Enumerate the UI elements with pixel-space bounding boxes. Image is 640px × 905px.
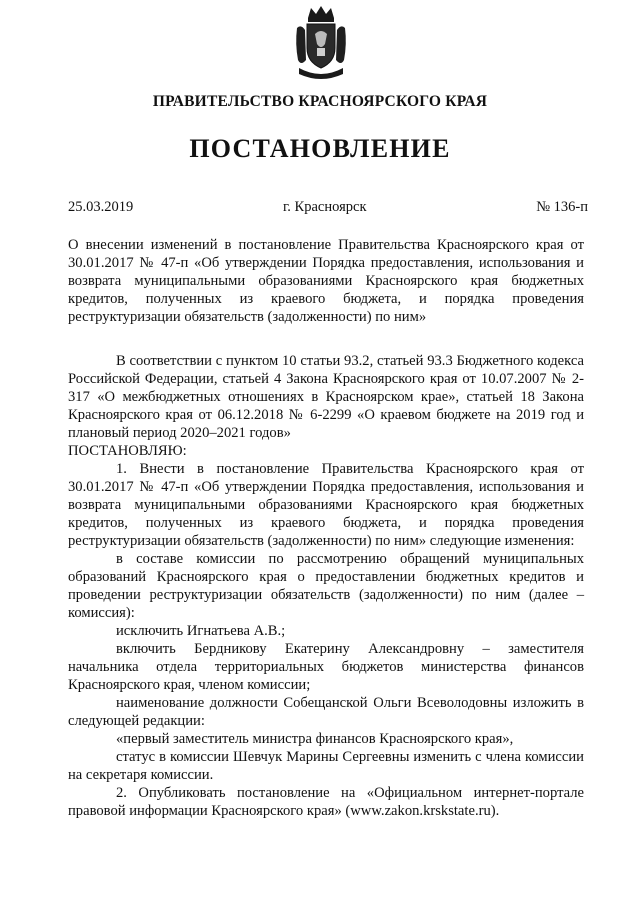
preamble-paragraph: В соответствии с пунктом 10 статьи 93.2, статьей 93.3 Бюджетного кодекса Российской Федерации, статьей 4 Закона Красноярского края от 10.07.2007 № 2-317 «О межбюджетных отношениях в Красноярском крае», статьей 18 Закона Красноярского края от 06.12.2018 № 6-2299 «О краевом бюджете на 2019 год и плановый период 2020–2021 годов» <box>68 353 584 441</box>
document-meta-row <box>68 199 588 219</box>
item-2-paragraph: 2. Опубликовать постановление на «Официальном интернет-портале правовой информации Красноярского края» (www.zakon.krskstate.ru). <box>68 785 584 819</box>
document-city: г. Красноярск <box>283 199 367 215</box>
include-paragraph: включить Бердникову Екатерину Александровну – заместителя начальника отдела территориальных бюджетов министерства финансов Красноярского края, членом комиссии; <box>68 641 584 693</box>
status-paragraph: статус в комиссии Шевчук Марины Сергеевны изменить с члена комиссии на секретаря комиссии. <box>68 749 584 783</box>
document-number: № 136-п <box>536 199 588 215</box>
document-body <box>68 352 584 820</box>
exclude-paragraph: исключить Игнатьева А.В.; <box>116 623 286 639</box>
krasnoyarsk-coat-of-arms-icon <box>293 4 349 82</box>
document-type-title: ПОСТАНОВЛЕНИЕ <box>189 134 451 163</box>
rename-paragraph: наименование должности Собещанской Ольги Всеволодовны изложить в следующей редакции: <box>68 695 584 729</box>
item-1-paragraph: 1. Внести в постановление Правительства Красноярского края от 30.01.2017 № 47-п «Об утверждении Порядка предоставления, использования и возврата муниципальными образованиями Красноярского края бюджетных кредитов, полученных из краевого бюджета, и порядка проведения реструктуризации обязательств (задолженности) по ним» следующие изменения: <box>68 461 584 549</box>
commission-paragraph: в составе комиссии по рассмотрению обращений муниципальных образований Красноярского края о предоставлении бюджетных кредитов и проведении реструктуризации обязательств (задолженности) по ним (далее – комиссия): <box>68 551 584 621</box>
new-title-paragraph: «первый заместитель министра финансов Красноярского края», <box>116 731 514 747</box>
document-date: 25.03.2019 <box>68 199 134 215</box>
resolve-word: ПОСТАНОВЛЯЮ: <box>68 443 187 459</box>
document-subject: О внесении изменений в постановление Правительства Красноярского края от 30.01.2017 № 47-п «Об утверждении Порядка предоставления, использования и возврата муниципальными образованиями Красноярского края бюджетных кредитов, полученных из краевого бюджета, и порядка проведения реструктуризации обязательств (задолженности) по ним» <box>68 237 584 325</box>
government-title: ПРАВИТЕЛЬСТВО КРАСНОЯРСКОГО КРАЯ <box>152 93 488 110</box>
